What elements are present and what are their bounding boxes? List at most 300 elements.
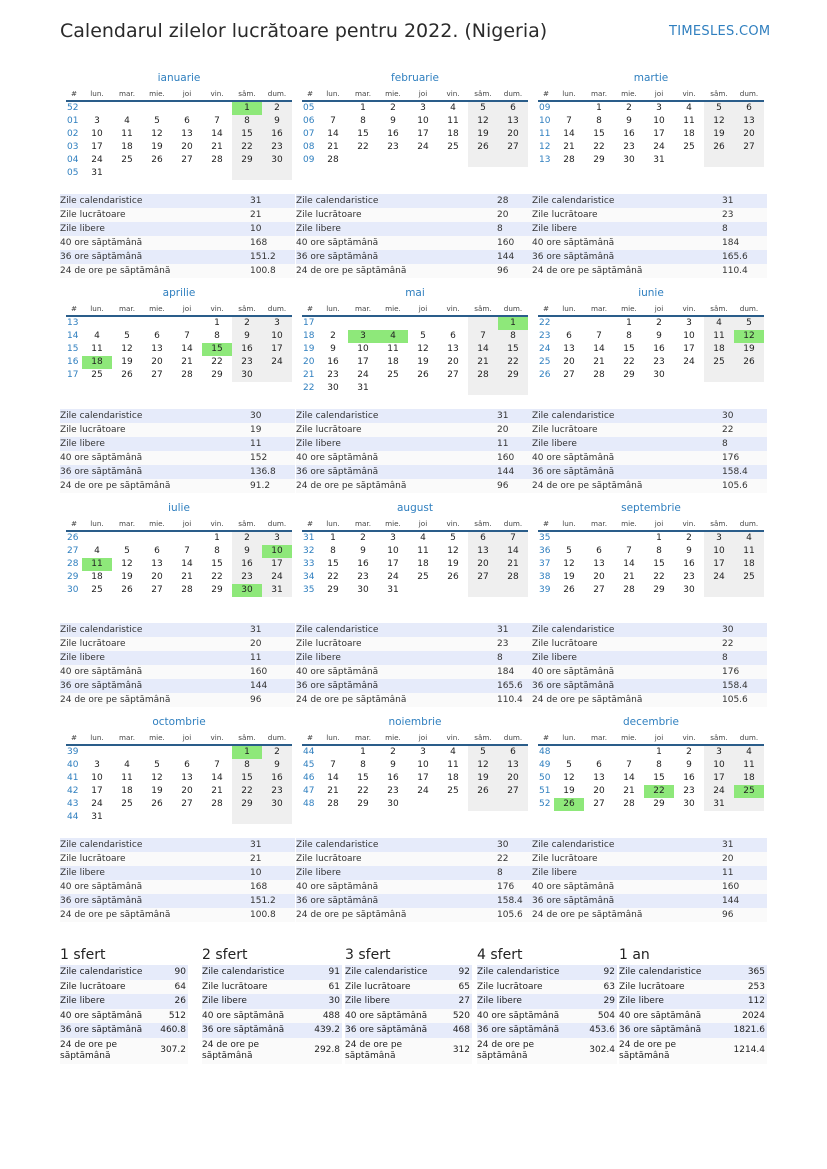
- day-cell[interactable]: 8: [330, 546, 336, 556]
- day-cell[interactable]: 11: [387, 344, 399, 354]
- day-cell[interactable]: 9: [390, 760, 396, 770]
- day-cell[interactable]: 9: [232, 545, 262, 558]
- day-cell[interactable]: 5: [154, 116, 160, 126]
- day-cell[interactable]: 28: [181, 370, 193, 380]
- day-cell[interactable]: 11: [121, 773, 133, 783]
- day-cell[interactable]: 2: [330, 331, 336, 341]
- day-cell[interactable]: 18: [387, 357, 399, 367]
- day-cell[interactable]: 25: [734, 785, 764, 798]
- day-cell[interactable]: 3: [262, 317, 292, 330]
- day-cell[interactable]: 14: [623, 559, 635, 569]
- day-cell[interactable]: 30: [387, 799, 399, 809]
- day-cell[interactable]: 10: [91, 773, 103, 783]
- day-cell[interactable]: 27: [593, 585, 605, 595]
- day-cell[interactable]: 6: [498, 746, 528, 759]
- day-cell[interactable]: 11: [91, 344, 103, 354]
- day-cell[interactable]: 22: [232, 141, 262, 154]
- day-cell[interactable]: 6: [450, 331, 456, 341]
- day-cell[interactable]: 30: [262, 154, 292, 167]
- day-cell[interactable]: 19: [121, 357, 133, 367]
- day-cell[interactable]: 11: [417, 546, 429, 556]
- day-cell[interactable]: 31: [91, 812, 103, 822]
- day-cell[interactable]: 21: [498, 558, 528, 571]
- day-cell[interactable]: 15: [653, 559, 665, 569]
- day-cell[interactable]: 13: [447, 344, 459, 354]
- day-cell[interactable]: 30: [262, 798, 292, 811]
- day-cell[interactable]: 16: [262, 772, 292, 785]
- day-cell[interactable]: 24: [417, 142, 429, 152]
- day-cell[interactable]: 9: [656, 331, 662, 341]
- day-cell[interactable]: 14: [498, 545, 528, 558]
- day-cell[interactable]: 9: [360, 546, 366, 556]
- day-cell[interactable]: 13: [151, 559, 163, 569]
- day-cell[interactable]: 8: [360, 116, 366, 126]
- day-cell[interactable]: 24: [704, 571, 734, 584]
- day-cell[interactable]: 20: [447, 357, 459, 367]
- day-cell[interactable]: 10: [262, 545, 292, 558]
- day-cell[interactable]: 22: [623, 357, 635, 367]
- day-cell[interactable]: 13: [181, 773, 193, 783]
- day-cell[interactable]: 12: [468, 759, 498, 772]
- day-cell[interactable]: 1: [232, 102, 262, 115]
- day-cell[interactable]: 19: [151, 786, 163, 796]
- day-cell[interactable]: 20: [498, 128, 528, 141]
- day-cell[interactable]: 21: [211, 786, 223, 796]
- day-cell[interactable]: 14: [593, 344, 605, 354]
- day-cell[interactable]: 2: [390, 747, 396, 757]
- day-cell[interactable]: 16: [357, 559, 369, 569]
- day-cell[interactable]: 20: [593, 572, 605, 582]
- day-cell[interactable]: 20: [498, 772, 528, 785]
- day-cell[interactable]: 2: [656, 318, 662, 328]
- day-cell[interactable]: 17: [704, 558, 734, 571]
- day-cell[interactable]: 1: [360, 103, 366, 113]
- day-cell[interactable]: 21: [623, 572, 635, 582]
- brand-link[interactable]: TIMESLES.COM: [669, 24, 771, 39]
- day-cell[interactable]: 13: [593, 559, 605, 569]
- day-cell[interactable]: 29: [653, 799, 665, 809]
- day-cell[interactable]: 31: [704, 798, 734, 811]
- day-cell[interactable]: 31: [262, 584, 292, 597]
- day-cell[interactable]: 9: [626, 116, 632, 126]
- day-cell[interactable]: 5: [450, 533, 456, 543]
- day-cell[interactable]: 28: [593, 370, 605, 380]
- day-cell[interactable]: 29: [593, 155, 605, 165]
- day-cell[interactable]: 5: [734, 317, 764, 330]
- day-cell[interactable]: 7: [214, 760, 220, 770]
- day-cell[interactable]: 31: [91, 168, 103, 178]
- day-cell[interactable]: 12: [151, 773, 163, 783]
- day-cell[interactable]: 29: [498, 369, 528, 382]
- day-cell[interactable]: 17: [262, 558, 292, 571]
- day-cell[interactable]: 27: [498, 141, 528, 154]
- day-cell[interactable]: 26: [468, 141, 498, 154]
- day-cell[interactable]: 2: [262, 102, 292, 115]
- day-cell[interactable]: 23: [327, 370, 339, 380]
- day-cell[interactable]: 25: [704, 356, 734, 369]
- day-cell[interactable]: 4: [734, 746, 764, 759]
- day-cell[interactable]: 18: [447, 773, 459, 783]
- day-cell[interactable]: 14: [181, 344, 193, 354]
- day-cell[interactable]: 6: [498, 102, 528, 115]
- day-cell[interactable]: 23: [357, 572, 369, 582]
- day-cell[interactable]: 29: [211, 370, 223, 380]
- day-cell[interactable]: 7: [184, 546, 190, 556]
- day-cell[interactable]: 21: [181, 357, 193, 367]
- day-cell[interactable]: 13: [468, 545, 498, 558]
- day-cell[interactable]: 2: [262, 746, 292, 759]
- day-cell[interactable]: 12: [734, 330, 764, 343]
- day-cell[interactable]: 19: [447, 559, 459, 569]
- day-cell[interactable]: 3: [704, 746, 734, 759]
- day-cell[interactable]: 21: [623, 786, 635, 796]
- day-cell[interactable]: 22: [357, 142, 369, 152]
- day-cell[interactable]: 5: [704, 102, 734, 115]
- day-cell[interactable]: 11: [683, 116, 695, 126]
- day-cell[interactable]: 6: [596, 760, 602, 770]
- day-cell[interactable]: 6: [184, 116, 190, 126]
- day-cell[interactable]: 27: [734, 141, 764, 154]
- day-cell[interactable]: 7: [566, 116, 572, 126]
- day-cell[interactable]: 24: [417, 786, 429, 796]
- day-cell[interactable]: 1: [214, 318, 220, 328]
- day-cell[interactable]: 8: [360, 760, 366, 770]
- day-cell[interactable]: 15: [357, 773, 369, 783]
- day-cell[interactable]: 1: [214, 533, 220, 543]
- day-cell[interactable]: 22: [357, 786, 369, 796]
- day-cell[interactable]: 7: [184, 331, 190, 341]
- day-cell[interactable]: 3: [348, 330, 378, 343]
- day-cell[interactable]: 30: [683, 799, 695, 809]
- day-cell[interactable]: 20: [181, 142, 193, 152]
- day-cell[interactable]: 17: [653, 129, 665, 139]
- day-cell[interactable]: 18: [121, 142, 133, 152]
- day-cell[interactable]: 24: [91, 155, 103, 165]
- day-cell[interactable]: 19: [563, 572, 575, 582]
- day-cell[interactable]: 3: [390, 533, 396, 543]
- day-cell[interactable]: 30: [232, 369, 262, 382]
- day-cell[interactable]: 18: [683, 129, 695, 139]
- day-cell[interactable]: 12: [563, 773, 575, 783]
- day-cell[interactable]: 5: [124, 546, 130, 556]
- day-cell[interactable]: 1: [626, 318, 632, 328]
- day-cell[interactable]: 2: [360, 533, 366, 543]
- day-cell[interactable]: 21: [563, 142, 575, 152]
- day-cell[interactable]: 11: [447, 760, 459, 770]
- day-cell[interactable]: 12: [468, 115, 498, 128]
- day-cell[interactable]: 17: [417, 773, 429, 783]
- day-cell[interactable]: 26: [468, 785, 498, 798]
- day-cell[interactable]: 27: [181, 799, 193, 809]
- day-cell[interactable]: 10: [704, 759, 734, 772]
- day-cell[interactable]: 11: [734, 759, 764, 772]
- day-cell[interactable]: 15: [653, 773, 665, 783]
- day-cell[interactable]: 28: [498, 571, 528, 584]
- day-cell[interactable]: 26: [417, 370, 429, 380]
- day-cell[interactable]: 22: [593, 142, 605, 152]
- day-cell[interactable]: 17: [683, 344, 695, 354]
- day-cell[interactable]: 18: [734, 558, 764, 571]
- day-cell[interactable]: 23: [262, 785, 292, 798]
- day-cell[interactable]: 20: [151, 357, 163, 367]
- day-cell[interactable]: 9: [330, 344, 336, 354]
- day-cell[interactable]: 9: [686, 546, 692, 556]
- day-cell[interactable]: 22: [211, 357, 223, 367]
- day-cell[interactable]: 1: [498, 317, 528, 330]
- day-cell[interactable]: 17: [357, 357, 369, 367]
- day-cell[interactable]: 13: [563, 344, 575, 354]
- day-cell[interactable]: 19: [121, 572, 133, 582]
- day-cell[interactable]: 7: [596, 331, 602, 341]
- day-cell[interactable]: 10: [91, 129, 103, 139]
- day-cell[interactable]: 16: [232, 558, 262, 571]
- day-cell[interactable]: 18: [121, 786, 133, 796]
- day-cell[interactable]: 23: [387, 142, 399, 152]
- day-cell[interactable]: 15: [211, 559, 223, 569]
- day-cell[interactable]: 27: [498, 785, 528, 798]
- day-cell[interactable]: 2: [626, 103, 632, 113]
- day-cell[interactable]: 3: [262, 532, 292, 545]
- day-cell[interactable]: 19: [151, 142, 163, 152]
- day-cell[interactable]: 12: [704, 115, 734, 128]
- day-cell[interactable]: 6: [154, 546, 160, 556]
- day-cell[interactable]: 28: [563, 155, 575, 165]
- day-cell[interactable]: 18: [91, 572, 103, 582]
- day-cell[interactable]: 28: [211, 155, 223, 165]
- day-cell[interactable]: 27: [151, 370, 163, 380]
- day-cell[interactable]: 5: [420, 331, 426, 341]
- day-cell[interactable]: 28: [181, 585, 193, 595]
- day-cell[interactable]: 5: [566, 546, 572, 556]
- day-cell[interactable]: 8: [626, 331, 632, 341]
- day-cell[interactable]: 28: [468, 369, 498, 382]
- day-cell[interactable]: 8: [214, 331, 220, 341]
- day-cell[interactable]: 13: [734, 115, 764, 128]
- day-cell[interactable]: 15: [498, 343, 528, 356]
- day-cell[interactable]: 29: [653, 585, 665, 595]
- day-cell[interactable]: 24: [91, 799, 103, 809]
- day-cell[interactable]: 15: [357, 129, 369, 139]
- day-cell[interactable]: 11: [82, 558, 112, 571]
- day-cell[interactable]: 19: [468, 128, 498, 141]
- day-cell[interactable]: 25: [91, 370, 103, 380]
- day-cell[interactable]: 16: [653, 344, 665, 354]
- day-cell[interactable]: 29: [232, 798, 262, 811]
- day-cell[interactable]: 8: [656, 546, 662, 556]
- day-cell[interactable]: 16: [387, 129, 399, 139]
- day-cell[interactable]: 23: [262, 141, 292, 154]
- day-cell[interactable]: 18: [704, 343, 734, 356]
- day-cell[interactable]: 6: [596, 546, 602, 556]
- day-cell[interactable]: 25: [91, 585, 103, 595]
- day-cell[interactable]: 24: [262, 356, 292, 369]
- day-cell[interactable]: 14: [563, 129, 575, 139]
- day-cell[interactable]: 29: [623, 370, 635, 380]
- day-cell[interactable]: 21: [593, 357, 605, 367]
- day-cell[interactable]: 2: [390, 103, 396, 113]
- day-cell[interactable]: 14: [327, 773, 339, 783]
- day-cell[interactable]: 25: [121, 155, 133, 165]
- day-cell[interactable]: 23: [232, 571, 262, 584]
- day-cell[interactable]: 4: [124, 116, 130, 126]
- day-cell[interactable]: 19: [468, 772, 498, 785]
- day-cell[interactable]: 3: [420, 747, 426, 757]
- day-cell[interactable]: 30: [653, 370, 665, 380]
- day-cell[interactable]: 4: [420, 533, 426, 543]
- day-cell[interactable]: 26: [554, 798, 584, 811]
- day-cell[interactable]: 8: [498, 330, 528, 343]
- day-cell[interactable]: 8: [214, 546, 220, 556]
- day-cell[interactable]: 9: [232, 330, 262, 343]
- day-cell[interactable]: 15: [327, 559, 339, 569]
- day-cell[interactable]: 26: [563, 585, 575, 595]
- day-cell[interactable]: 1: [330, 533, 336, 543]
- day-cell[interactable]: 17: [417, 129, 429, 139]
- day-cell[interactable]: 17: [91, 786, 103, 796]
- day-cell[interactable]: 21: [327, 142, 339, 152]
- day-cell[interactable]: 11: [704, 330, 734, 343]
- day-cell[interactable]: 27: [468, 571, 498, 584]
- day-cell[interactable]: 29: [357, 799, 369, 809]
- day-cell[interactable]: 20: [563, 357, 575, 367]
- day-cell[interactable]: 9: [262, 115, 292, 128]
- day-cell[interactable]: 21: [468, 356, 498, 369]
- day-cell[interactable]: 10: [653, 116, 665, 126]
- day-cell[interactable]: 8: [656, 760, 662, 770]
- day-cell[interactable]: 12: [121, 344, 133, 354]
- day-cell[interactable]: 31: [357, 383, 369, 393]
- day-cell[interactable]: 1: [232, 746, 262, 759]
- day-cell[interactable]: 30: [623, 155, 635, 165]
- day-cell[interactable]: 18: [734, 772, 764, 785]
- day-cell[interactable]: 15: [232, 772, 262, 785]
- day-cell[interactable]: 27: [181, 155, 193, 165]
- day-cell[interactable]: 4: [94, 331, 100, 341]
- day-cell[interactable]: 23: [623, 142, 635, 152]
- day-cell[interactable]: 14: [211, 129, 223, 139]
- day-cell[interactable]: 30: [357, 585, 369, 595]
- day-cell[interactable]: 23: [232, 356, 262, 369]
- day-cell[interactable]: 11: [734, 545, 764, 558]
- day-cell[interactable]: 26: [447, 572, 459, 582]
- day-cell[interactable]: 16: [262, 128, 292, 141]
- day-cell[interactable]: 22: [211, 572, 223, 582]
- day-cell[interactable]: 23: [653, 357, 665, 367]
- day-cell[interactable]: 18: [82, 356, 112, 369]
- day-cell[interactable]: 7: [330, 760, 336, 770]
- day-cell[interactable]: 3: [94, 116, 100, 126]
- day-cell[interactable]: 19: [563, 786, 575, 796]
- day-cell[interactable]: 6: [468, 532, 498, 545]
- day-cell[interactable]: 27: [151, 585, 163, 595]
- day-cell[interactable]: 7: [330, 116, 336, 126]
- day-cell[interactable]: 13: [498, 759, 528, 772]
- day-cell[interactable]: 15: [232, 128, 262, 141]
- day-cell[interactable]: 23: [683, 572, 695, 582]
- day-cell[interactable]: 20: [181, 786, 193, 796]
- day-cell[interactable]: 15: [623, 344, 635, 354]
- day-cell[interactable]: 5: [154, 760, 160, 770]
- day-cell[interactable]: 16: [683, 559, 695, 569]
- day-cell[interactable]: 13: [498, 115, 528, 128]
- day-cell[interactable]: 1: [656, 533, 662, 543]
- day-cell[interactable]: 14: [623, 773, 635, 783]
- day-cell[interactable]: 30: [232, 584, 262, 597]
- day-cell[interactable]: 17: [387, 559, 399, 569]
- day-cell[interactable]: 3: [94, 760, 100, 770]
- day-cell[interactable]: 3: [420, 103, 426, 113]
- day-cell[interactable]: 25: [734, 571, 764, 584]
- day-cell[interactable]: 26: [121, 585, 133, 595]
- day-cell[interactable]: 19: [704, 128, 734, 141]
- day-cell[interactable]: 10: [262, 330, 292, 343]
- day-cell[interactable]: 25: [417, 572, 429, 582]
- day-cell[interactable]: 24: [387, 572, 399, 582]
- day-cell[interactable]: 25: [447, 142, 459, 152]
- day-cell[interactable]: 6: [734, 102, 764, 115]
- day-cell[interactable]: 16: [387, 773, 399, 783]
- day-cell[interactable]: 22: [653, 572, 665, 582]
- day-cell[interactable]: 27: [563, 370, 575, 380]
- day-cell[interactable]: 2: [686, 533, 692, 543]
- day-cell[interactable]: 27: [593, 799, 605, 809]
- day-cell[interactable]: 9: [390, 116, 396, 126]
- day-cell[interactable]: 4: [124, 760, 130, 770]
- day-cell[interactable]: 15: [202, 343, 232, 356]
- day-cell[interactable]: 26: [151, 799, 163, 809]
- day-cell[interactable]: 26: [121, 370, 133, 380]
- day-cell[interactable]: 12: [121, 559, 133, 569]
- day-cell[interactable]: 12: [151, 129, 163, 139]
- day-cell[interactable]: 23: [387, 786, 399, 796]
- day-cell[interactable]: 4: [94, 546, 100, 556]
- day-cell[interactable]: 24: [262, 571, 292, 584]
- day-cell[interactable]: 28: [211, 799, 223, 809]
- day-cell[interactable]: 26: [734, 356, 764, 369]
- day-cell[interactable]: 21: [181, 572, 193, 582]
- day-cell[interactable]: 18: [447, 129, 459, 139]
- day-cell[interactable]: 13: [181, 129, 193, 139]
- day-cell[interactable]: 6: [154, 331, 160, 341]
- day-cell[interactable]: 10: [387, 546, 399, 556]
- day-cell[interactable]: 29: [327, 585, 339, 595]
- day-cell[interactable]: 27: [447, 370, 459, 380]
- day-cell[interactable]: 20: [593, 786, 605, 796]
- day-cell[interactable]: 4: [686, 103, 692, 113]
- day-cell[interactable]: 1: [656, 747, 662, 757]
- day-cell[interactable]: 25: [121, 799, 133, 809]
- day-cell[interactable]: 5: [468, 102, 498, 115]
- day-cell[interactable]: 26: [704, 141, 734, 154]
- day-cell[interactable]: 16: [623, 129, 635, 139]
- day-cell[interactable]: 21: [327, 786, 339, 796]
- day-cell[interactable]: 17: [704, 772, 734, 785]
- day-cell[interactable]: 1: [360, 747, 366, 757]
- day-cell[interactable]: 12: [563, 559, 575, 569]
- day-cell[interactable]: 8: [232, 759, 262, 772]
- day-cell[interactable]: 22: [498, 356, 528, 369]
- day-cell[interactable]: 16: [232, 343, 262, 356]
- day-cell[interactable]: 10: [417, 760, 429, 770]
- day-cell[interactable]: 16: [327, 357, 339, 367]
- day-cell[interactable]: 28: [327, 799, 339, 809]
- day-cell[interactable]: 18: [417, 559, 429, 569]
- day-cell[interactable]: 28: [327, 155, 339, 165]
- day-cell[interactable]: 11: [447, 116, 459, 126]
- day-cell[interactable]: 24: [704, 785, 734, 798]
- day-cell[interactable]: 3: [656, 103, 662, 113]
- day-cell[interactable]: 5: [468, 746, 498, 759]
